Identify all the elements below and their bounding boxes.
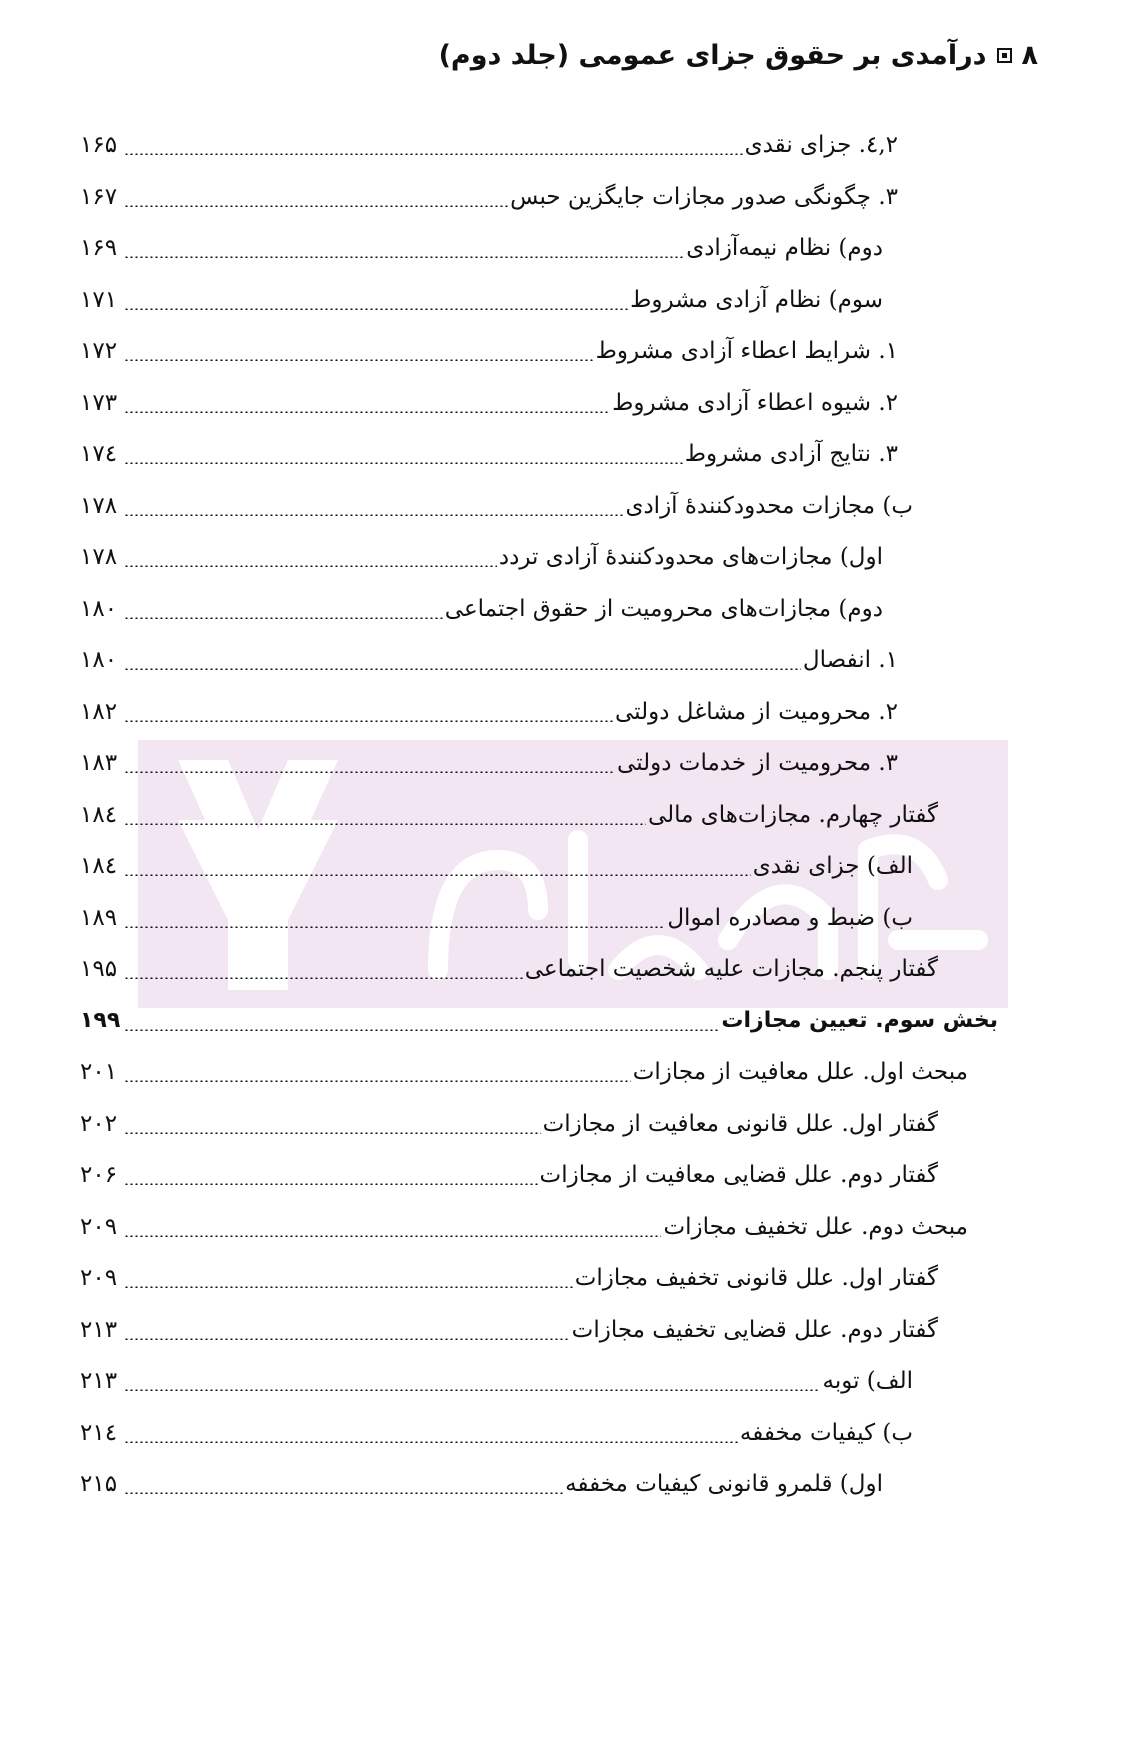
toc-entry — [80, 898, 913, 938]
toc-entry-page: ۲۰۱ — [80, 1059, 118, 1085]
toc-entry — [80, 537, 883, 577]
toc-entry — [80, 280, 883, 320]
toc-entry — [80, 1052, 968, 1092]
toc-entry — [80, 1104, 938, 1144]
dot-leader — [124, 411, 610, 413]
toc-entry — [80, 640, 898, 680]
toc-entry-title: گفتار دوم. علل قضایی تخفیف مجازات — [571, 1316, 938, 1343]
toc-entry — [80, 1207, 968, 1247]
toc-entry-page: ۱۸٤ — [80, 853, 118, 879]
toc-entry — [80, 1413, 913, 1453]
dot-leader — [124, 1029, 719, 1031]
toc-entry — [80, 434, 898, 474]
toc-entry-page: ۱۶۵ — [80, 132, 118, 158]
toc-entry-title: ب) مجازات محدودکنندهٔ آزادی — [625, 492, 913, 519]
toc-entry-page: ۱۹۵ — [80, 956, 118, 982]
dot-leader — [124, 668, 801, 670]
toc-entry — [80, 743, 898, 783]
toc-entry-title: ۳. محرومیت از خدمات دولتی — [617, 750, 898, 776]
toc-entry — [80, 1310, 938, 1350]
toc-entry — [80, 1155, 938, 1195]
square-bullet-icon — [997, 48, 1012, 63]
page-header — [300, 40, 1038, 71]
dot-leader — [124, 1286, 573, 1288]
toc-entry-title: ب) ضبط و مصادره اموال — [667, 904, 913, 931]
dot-leader — [124, 308, 628, 310]
toc-entry-page: ۲۱۳ — [80, 1316, 118, 1343]
toc-entry — [80, 486, 913, 526]
toc-entry-title: ۳. نتایج آزادی مشروط — [684, 441, 898, 467]
toc-entry-title: دوم) نظام نیمه‌آزادی — [686, 235, 883, 261]
toc-entry-title: ۳. چگونگی صدور مجازات جایگزین حبس — [510, 183, 898, 210]
toc-entry — [80, 177, 898, 217]
toc-entry-page: ۱۷۱ — [80, 286, 118, 313]
page-number: ۸ — [1021, 40, 1038, 71]
dot-leader — [124, 1389, 820, 1391]
toc-entry-title: ۱. انفصال — [802, 647, 898, 673]
toc-entry-page: ۱۸۹ — [80, 904, 118, 931]
toc-entry-page: ۲۰۹ — [80, 1213, 118, 1240]
toc-entry — [80, 1464, 883, 1504]
toc-entry-page: ۱۷۸ — [80, 492, 118, 519]
toc-entry-title: گفتار اول. علل قانونی معافیت از مجازات — [542, 1110, 938, 1137]
dot-leader — [124, 359, 594, 361]
dot-leader — [124, 256, 684, 258]
toc-entry — [80, 1258, 938, 1298]
toc-entry-title: ۲. محرومیت از مشاغل دولتی — [615, 698, 898, 725]
running-title: درآمدی بر حقوق جزای عمومی (جلد دوم) — [438, 40, 987, 71]
toc-entry-page: ۱۸۰ — [80, 647, 118, 673]
toc-entry-title: الف) توبه — [822, 1368, 913, 1394]
dot-leader — [124, 926, 665, 928]
toc-entry — [80, 331, 898, 371]
toc-entry — [80, 228, 883, 268]
toc-entry-title: ۱. شرایط اعطاء آزادی مشروط — [595, 338, 898, 364]
toc-entry-page: ۱۸۳ — [80, 750, 118, 776]
toc-entry-title: اول) مجازات‌های محدودکنندهٔ آزادی تردد — [498, 544, 883, 570]
dot-leader — [124, 565, 497, 567]
toc-entry-page: ۱۷۸ — [80, 544, 118, 570]
toc-entry — [80, 125, 898, 165]
dot-leader — [124, 153, 743, 155]
dot-leader — [124, 1492, 563, 1494]
toc-entry — [80, 795, 938, 835]
toc-entry-title: ۲,٤. جزای نقدی — [744, 132, 898, 158]
toc-entry-title: مبحث اول. علل معافیت از مجازات — [632, 1059, 968, 1085]
toc-entry-title: دوم) مجازات‌های محرومیت از حقوق اجتماعی — [444, 595, 883, 622]
toc-entry — [80, 1001, 998, 1041]
toc-entry — [80, 949, 938, 989]
toc-entry — [80, 846, 913, 886]
toc-entry-page: ۲۰۲ — [80, 1110, 118, 1137]
dot-leader — [124, 514, 623, 516]
toc-entry-title: گفتار چهارم. مجازات‌های مالی — [647, 801, 938, 828]
dot-leader — [124, 1338, 570, 1340]
dot-leader — [124, 823, 646, 825]
toc-entry-page: ۲۱٤ — [80, 1419, 118, 1446]
dot-leader — [124, 1441, 738, 1443]
toc-entry-title: گفتار پنجم. مجازات علیه شخصیت اجتماعی — [524, 956, 938, 982]
toc-entry-title: گفتار دوم. علل قضایی معافیت از مجازات — [539, 1162, 938, 1188]
toc-entry-title: اول) قلمرو قانونی کیفیات مخففه — [565, 1471, 883, 1497]
toc-entry-title: مبحث دوم. علل تخفیف مجازات — [663, 1213, 968, 1240]
toc-entry — [80, 589, 883, 629]
toc-entry-page: ۱۸٤ — [80, 801, 118, 828]
dot-leader — [124, 1235, 661, 1237]
toc-entry-title: سوم) نظام آزادی مشروط — [630, 286, 883, 313]
dot-leader — [124, 1132, 541, 1134]
toc-entry-page: ۱۷۳ — [80, 389, 118, 416]
toc-entry-page: ۱۷۲ — [80, 338, 118, 364]
toc-entry-page: ۲۰۹ — [80, 1265, 118, 1291]
toc-entry-page: ۱۹۹ — [80, 1007, 121, 1033]
toc-entry-page: ۲۱۳ — [80, 1368, 118, 1394]
toc-entry — [80, 1361, 913, 1401]
toc-entry-page: ۲۰۶ — [80, 1162, 118, 1188]
dot-leader — [124, 462, 683, 464]
toc-entry-page: ۲۱۵ — [80, 1471, 118, 1497]
dot-leader — [124, 720, 613, 722]
toc-entry-page: ۱۶۷ — [80, 183, 118, 210]
toc-entry-page: ۱۸۰ — [80, 595, 118, 622]
toc-entry-title: بخش سوم. تعیین مجازات — [721, 1007, 998, 1033]
toc-entry-title: گفتار اول. علل قانونی تخفیف مجازات — [574, 1265, 938, 1291]
toc-entry-title: الف) جزای نقدی — [752, 853, 913, 879]
dot-leader — [124, 771, 615, 773]
toc-entry-title: ۲. شیوه اعطاء آزادی مشروط — [612, 389, 898, 416]
dot-leader — [124, 874, 751, 876]
toc-entry — [80, 692, 898, 732]
dot-leader — [124, 617, 443, 619]
toc-entry — [80, 383, 898, 423]
dot-leader — [124, 205, 508, 207]
toc-entry-page: ۱۶۹ — [80, 235, 118, 261]
dot-leader — [124, 977, 523, 979]
toc-entry-page: ۱۷٤ — [80, 441, 118, 467]
toc-entry-page: ۱۸۲ — [80, 698, 118, 725]
toc-entry-title: ب) کیفیات مخففه — [739, 1419, 913, 1446]
dot-leader — [124, 1183, 538, 1185]
dot-leader — [124, 1080, 631, 1082]
